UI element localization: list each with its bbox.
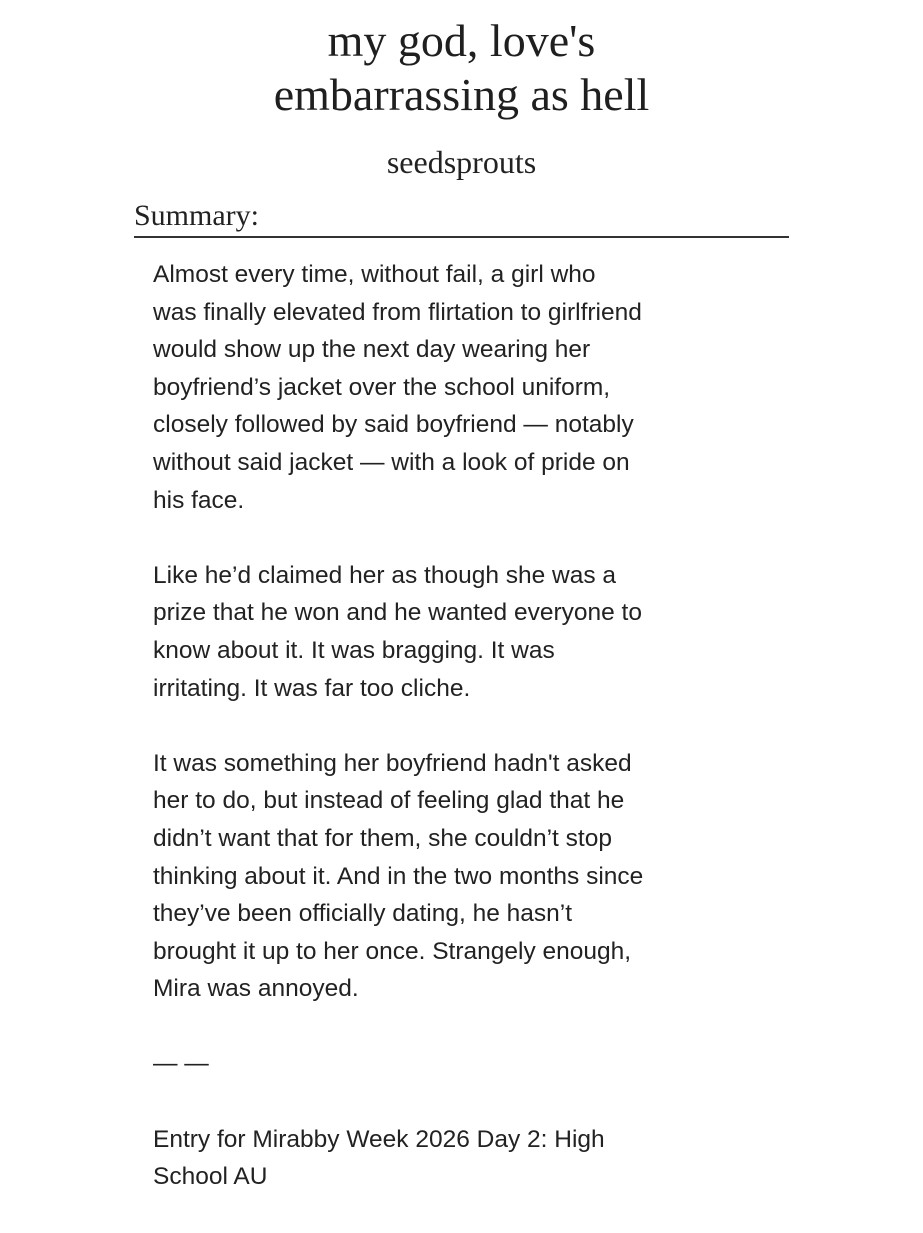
summary-line: Almost every time, without fail, a girl who bbox=[153, 261, 596, 288]
summary-paragraph-3 bbox=[153, 745, 793, 1008]
title-line-1: my god, love's bbox=[327, 15, 596, 66]
summary-line: was finally elevated from flirtation to girlfriend bbox=[153, 298, 642, 326]
summary-line: Like he’d claimed her as though she was a bbox=[153, 561, 617, 589]
summary-heading: Summary: bbox=[134, 196, 789, 238]
title-line-2: embarrassing as hell bbox=[273, 69, 650, 120]
summary-line: his face. bbox=[153, 486, 245, 514]
summary-line: without said jacket — with a look of pride on bbox=[153, 448, 630, 476]
summary-body bbox=[153, 256, 793, 1233]
work-title bbox=[0, 14, 923, 122]
summary-line: It was something her boyfriend hadn't asked bbox=[153, 749, 632, 777]
summary-paragraph-1 bbox=[153, 256, 793, 519]
divider-dashes: — — bbox=[153, 1050, 209, 1078]
summary-paragraph-4 bbox=[153, 1121, 793, 1196]
summary-line: know about it. It was bragging. It was bbox=[153, 636, 555, 664]
summary-line: would show up the next day wearing her bbox=[153, 336, 591, 364]
summary-line: didn’t want that for them, she couldn’t stop bbox=[153, 824, 612, 852]
summary-line: irritating. It was far too cliche. bbox=[153, 674, 471, 702]
author-name: seedsprouts bbox=[386, 144, 537, 180]
summary-line: Mira was annoyed. bbox=[153, 975, 359, 1003]
summary-line: they’ve been officially dating, he hasn’t bbox=[153, 900, 573, 928]
summary-paragraph-2 bbox=[153, 557, 793, 707]
summary-line: prize that he won and he wanted everyone to bbox=[153, 599, 642, 627]
summary-line: Entry for Mirabby Week 2026 Day 2: High bbox=[153, 1125, 605, 1153]
section-divider bbox=[153, 1045, 793, 1083]
summary-line: closely followed by said boyfriend — notably bbox=[153, 411, 634, 439]
summary-line: her to do, but instead of feeling glad that he bbox=[153, 787, 625, 815]
summary-line: boyfriend’s jacket over the school uniform, bbox=[153, 373, 611, 401]
summary-line: brought it up to her once. Strangely enough, bbox=[153, 937, 632, 965]
summary-line: thinking about it. And in the two months since bbox=[153, 862, 644, 890]
summary-line: School AU bbox=[153, 1163, 268, 1191]
